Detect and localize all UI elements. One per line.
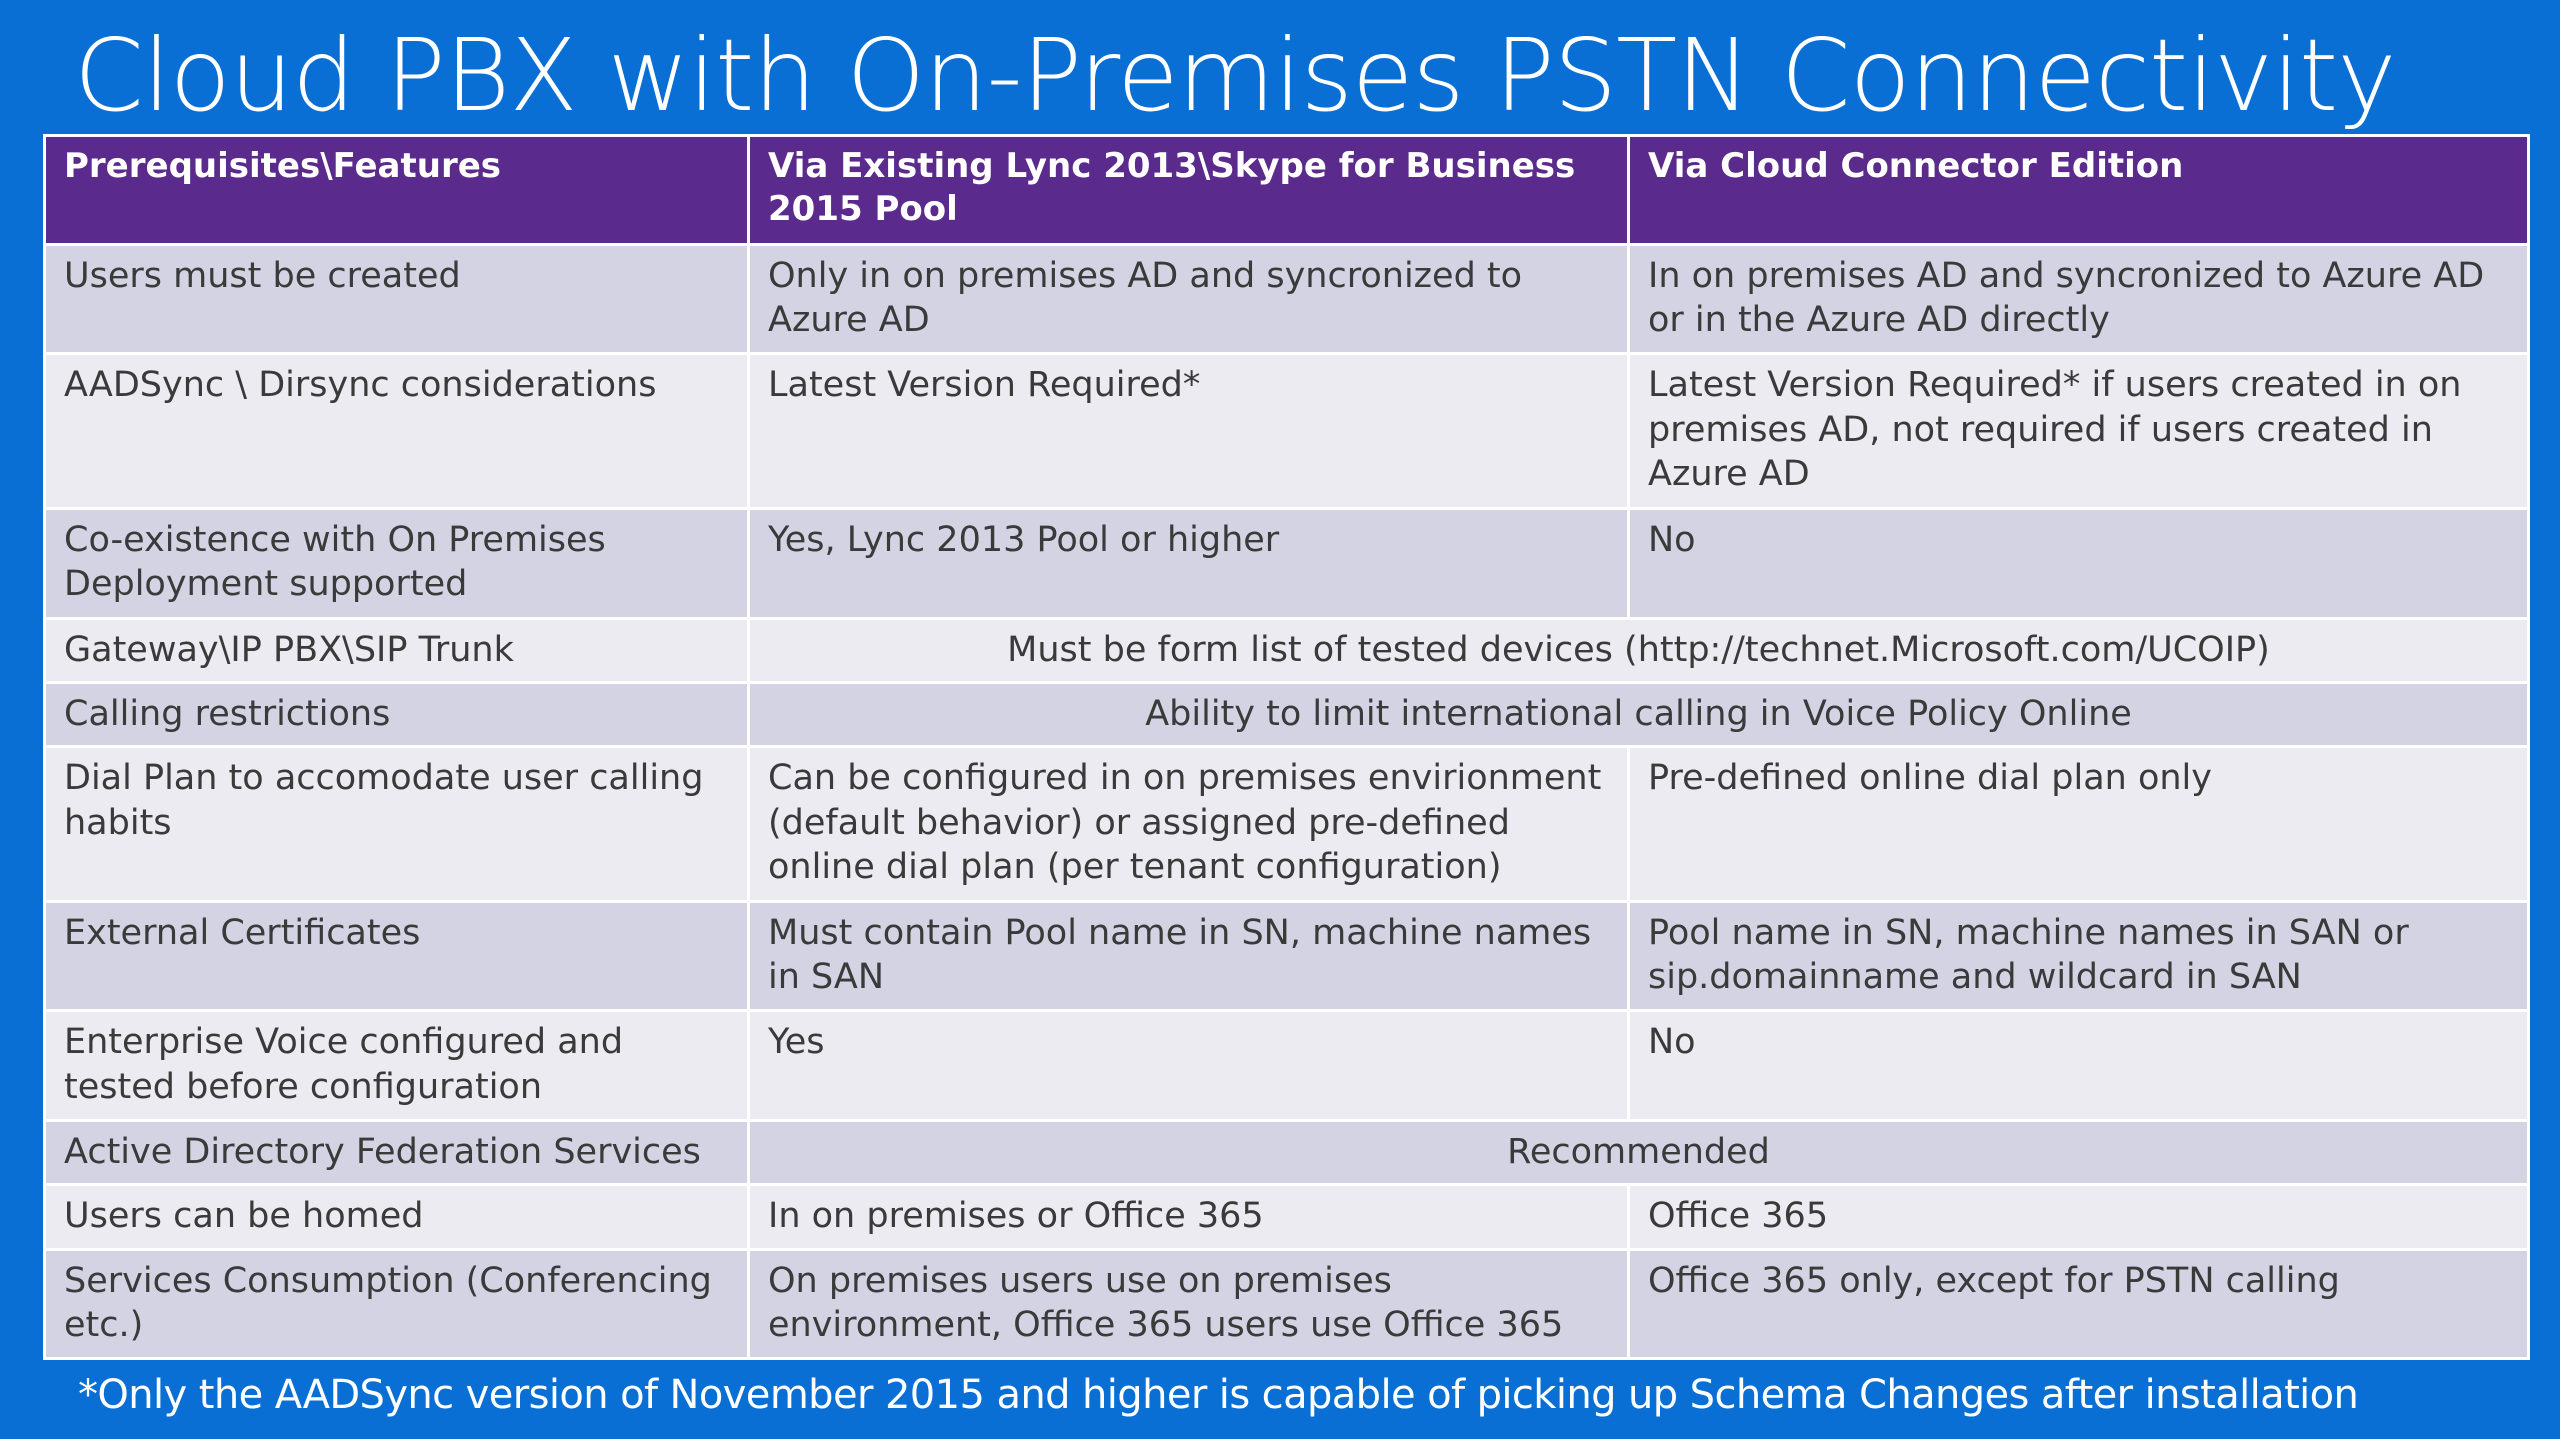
row-feature: Services Consumption (Conferencing etc.) [45,1249,749,1359]
table-row [45,1011,2529,1120]
row-feature: Users must be created [45,245,749,354]
row-feature: Dial Plan to accomodate user calling habits [45,747,749,902]
row-both-options: Must be form list of tested devices (http://technet.Microsoft.com/UCOIP) [749,618,2529,682]
table-row [45,1120,2529,1184]
row-feature: Active Directory Federation Services [45,1120,749,1184]
row-cloud-connector: Latest Version Required* if users created in on premises AD, not required if users created in Azure AD [1629,354,2529,509]
footnote: *Only the AADSync version of November 2015 and higher is capable of picking up Schema Changes after installation [78,1372,2359,1418]
row-cloud-connector: Office 365 only, except for PSTN calling [1629,1249,2529,1359]
row-existing: Only in on premises AD and syncronized to Azure AD [749,245,1629,354]
table-row [45,901,2529,1010]
table-row [45,354,2529,509]
table-header-row [45,136,2529,245]
table-row [45,245,2529,354]
table-row [45,747,2529,902]
row-feature: Enterprise Voice configured and tested before configuration [45,1011,749,1120]
comparison-table [43,134,2530,1360]
row-existing: Latest Version Required* [749,354,1629,509]
row-feature: Gateway\IP PBX\SIP Trunk [45,618,749,682]
row-feature: External Certificates [45,901,749,1010]
row-existing: In on premises or Office 365 [749,1185,1629,1249]
row-cloud-connector: Pre-defined online dial plan only [1629,747,2529,902]
header-prerequisites: Prerequisites\Features [45,136,749,245]
row-existing: Yes [749,1011,1629,1120]
row-both-options: Ability to limit international calling in Voice Policy Online [749,682,2529,746]
table-row [45,509,2529,618]
row-feature: AADSync \ Dirsync considerations [45,354,749,509]
table-row [45,618,2529,682]
header-cloud-connector: Via Cloud Connector Edition [1629,136,2529,245]
row-cloud-connector: Office 365 [1629,1185,2529,1249]
row-both-options: Recommended [749,1120,2529,1184]
row-cloud-connector: Pool name in SN, machine names in SAN or sip.domainname and wildcard in SAN [1629,901,2529,1010]
row-existing: Yes, Lync 2013 Pool or higher [749,509,1629,618]
row-cloud-connector: In on premises AD and syncronized to Azure AD or in the Azure AD directly [1629,245,2529,354]
row-feature: Users can be homed [45,1185,749,1249]
table-row [45,682,2529,746]
row-cloud-connector: No [1629,1011,2529,1120]
table-row [45,1249,2529,1359]
slide-title: Cloud PBX with On-Premises PSTN Connectivity [74,17,2396,134]
row-cloud-connector: No [1629,509,2529,618]
table-row [45,1185,2529,1249]
row-feature: Co-existence with On Premises Deployment supported [45,509,749,618]
row-existing: On premises users use on premises environment, Office 365 users use Office 365 [749,1249,1629,1359]
row-existing: Must contain Pool name in SN, machine names in SAN [749,901,1629,1010]
comparison-table-container [43,134,2527,1360]
header-existing-pool: Via Existing Lync 2013\Skype for Business 2015 Pool [749,136,1629,245]
row-existing: Can be configured in on premises envirionment (default behavior) or assigned pre-defined online dial plan (per tenant configuration) [749,747,1629,902]
row-feature: Calling restrictions [45,682,749,746]
